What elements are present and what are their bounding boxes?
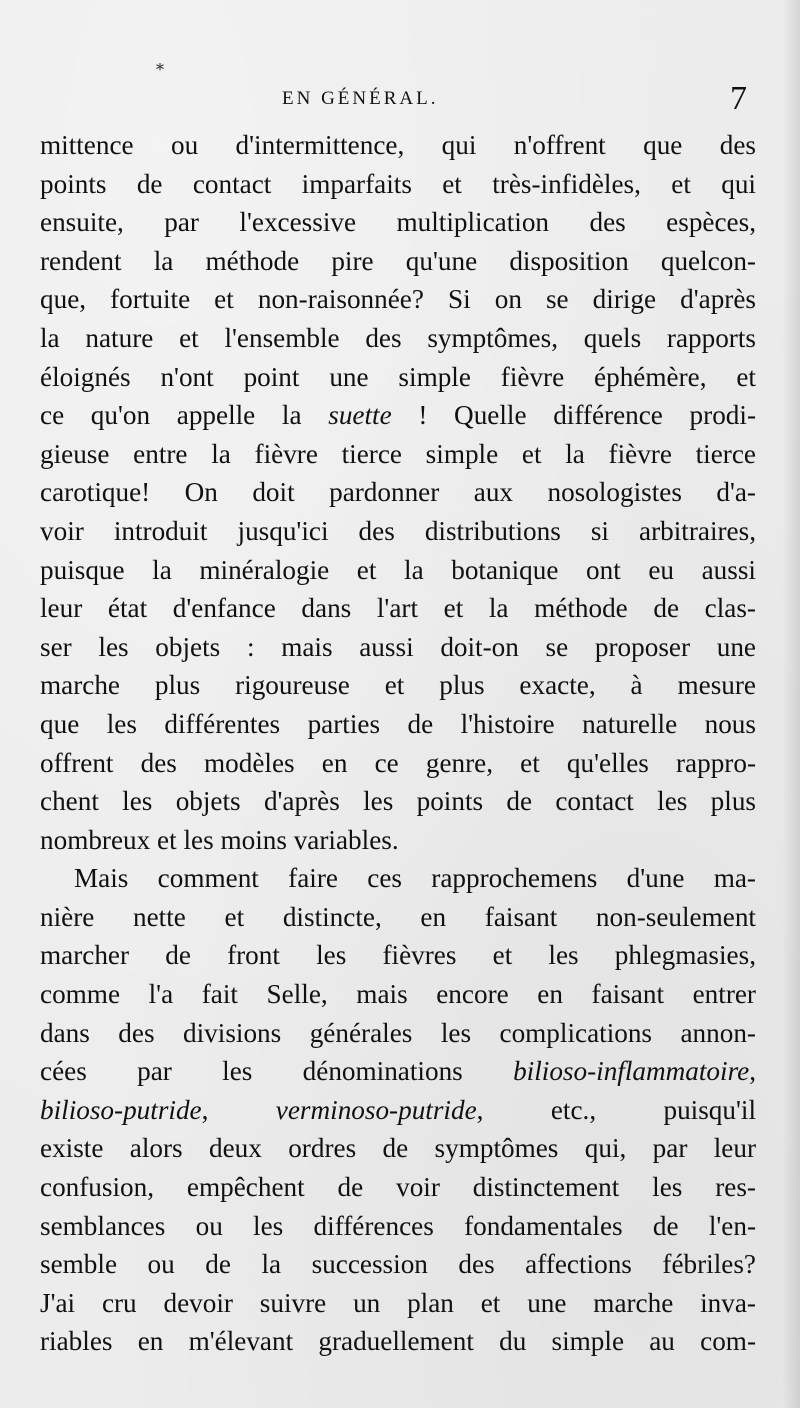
text-line-31: J'ai cru devoir suivre un plan et une marche inva- (40, 1287, 756, 1318)
text-line-10: carotique! On doit pardonner aux nosologistes d'a- (40, 477, 756, 508)
text-line-21: nière nette et distincte, en faisant non-seulement (40, 901, 756, 932)
italic-term-verminoso-putride: verminoso-putride (275, 1094, 477, 1125)
text-line-23: comme l'a fait Selle, mais encore en faisant entrer (40, 979, 756, 1010)
text-line-19: nombreux et les moins variables. (40, 824, 399, 855)
page-number: 7 (730, 80, 747, 117)
text-line-9: gieuse entre la fièvre tierce simple et la fièvre tierce (40, 438, 756, 469)
running-head (0, 80, 800, 120)
text-line-8-part-1: ce qu'on appelle la (40, 400, 329, 431)
text-line-27: existe alors deux ordres de symptômes qui, par leur (40, 1133, 756, 1164)
text-line-16: que les différentes parties de l'histoire naturelle nous (40, 708, 756, 739)
text-line-25-part-3: , (749, 1056, 756, 1087)
text-line-6: la nature et l'ensemble des symptômes, quels rapports (40, 322, 756, 353)
text-line-7: éloignés n'ont point une simple fièvre éphémère, et (40, 361, 756, 392)
italic-term-bilioso-putride: bilioso-putride (40, 1094, 202, 1125)
text-line-11: voir introduit jusqu'ici des distributions si arbitraires, (40, 515, 756, 546)
text-line-25-part-1: cées par les dénominations (40, 1056, 514, 1087)
text-line-30: semble ou de la succession des affections fébriles? (40, 1249, 756, 1280)
page-edge-shadow (782, 0, 800, 1408)
text-line-2: points de contact imparfaits et très-infidèles, et qui (40, 168, 756, 199)
text-line-8 (40, 396, 756, 435)
text-line-18: chent les objets d'après les points de contact les plus (40, 786, 756, 817)
text-line-22: marcher de front les fièvres et les phlegmasies, (40, 940, 756, 971)
text-line-32: riables en m'élevant graduellement du simple au com- (40, 1326, 756, 1357)
text-line-12: puisque la minéralogie et la botanique ont eu aussi (40, 554, 756, 585)
text-line-28: confusion, empêchent de voir distinctement les res- (40, 1172, 756, 1203)
text-line-5: que, fortuite et non-raisonnée? Si on se dirige d'après (40, 284, 756, 315)
text-line-25 (40, 1052, 756, 1091)
text-line-15: marche plus rigoureuse et plus exacte, à mesure (40, 670, 756, 701)
italic-term-suette: suette (328, 400, 392, 431)
text-line-3: ensuite, par l'excessive multiplication des espèces, (40, 207, 756, 238)
text-line-26 (40, 1091, 756, 1130)
body-text (40, 126, 756, 1361)
text-line-14: ser les objets : mais aussi doit-on se proposer une (40, 631, 756, 662)
text-line-26-part-4: , etc., puisqu'il (476, 1094, 756, 1125)
text-line-4: rendent la méthode pire qu'une disposition quelcon- (40, 245, 756, 276)
text-line-13: leur état d'enfance dans l'art et la méthode de clas- (40, 593, 756, 624)
text-line-20: Mais comment faire ces rapprochemens d'une ma- (74, 863, 756, 894)
text-line-29: semblances ou les différences fondamentales de l'en- (40, 1210, 756, 1241)
text-line-26-part-2: , (201, 1094, 276, 1125)
running-title: EN GÉNÉRAL. (282, 88, 439, 109)
text-line-24: dans des divisions générales les complications annon- (40, 1017, 756, 1048)
text-line-17: offrent des modèles en ce genre, et qu'elles rappro- (40, 747, 756, 778)
text-line-1: mittence ou d'intermittence, qui n'offrent que des (40, 130, 756, 160)
italic-term-bilioso-inflammatoire: bilioso-inflammatoire (513, 1056, 750, 1087)
signature-star-mark: * (156, 60, 164, 79)
text-line-8-part-3: ! Quelle différence prodi- (391, 400, 756, 431)
